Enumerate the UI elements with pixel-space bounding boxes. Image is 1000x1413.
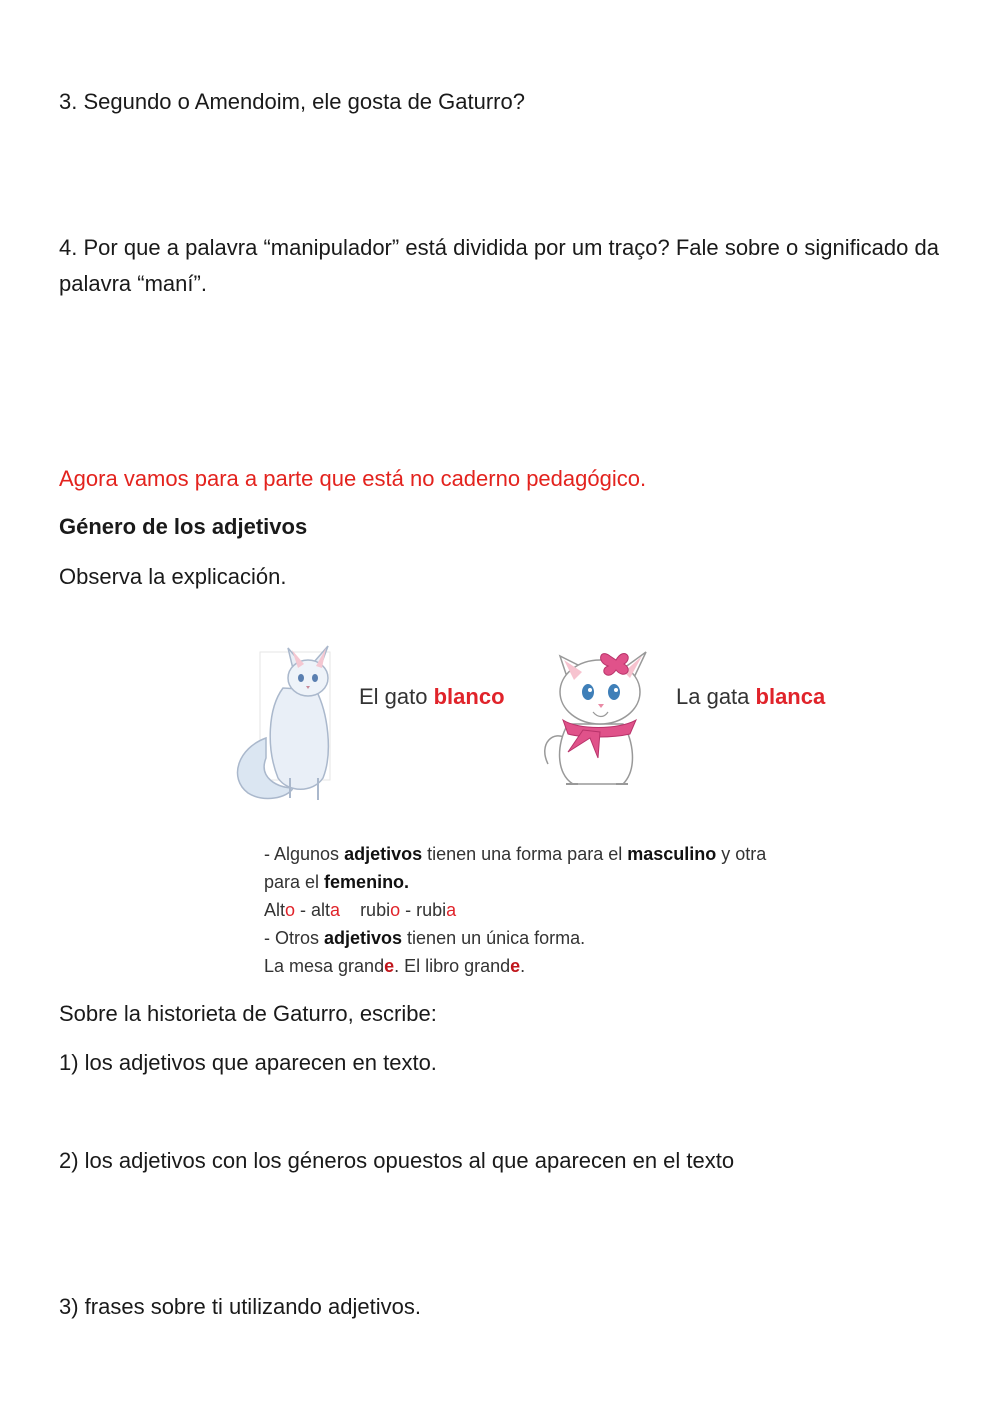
notice-text: Agora vamos para a parte que está no caderno pedagógico. xyxy=(59,466,647,491)
caption-female-noun: La gata xyxy=(676,684,756,709)
explanation-examples: Alto - alta rubio - rubia xyxy=(264,900,457,920)
explanation-line-2: para el femenino. xyxy=(264,872,410,892)
section-title: Género de los adjetivos xyxy=(59,514,308,539)
observe-text: Observa la explicación. xyxy=(59,564,287,589)
explanation-line-5: La mesa grande. El libro grande. xyxy=(264,956,526,976)
task-intro: Sobre la historieta de Gaturro, escribe: xyxy=(59,1001,437,1026)
task-1: 1) los adjetivos que aparecen en texto. xyxy=(59,1050,437,1075)
explanation-text xyxy=(264,840,766,980)
white-cat-illustration xyxy=(228,628,343,808)
explanation-figure xyxy=(228,628,868,988)
explanation-line-1: - Algunos adjetivos tienen una forma para el masculino y otra xyxy=(264,844,767,864)
caption-male-adjective: blanco xyxy=(433,684,505,709)
explanation-line-4: - Otros adjetivos tienen un única forma. xyxy=(264,928,586,948)
task-3: 3) frases sobre ti utilizando adjetivos. xyxy=(59,1294,421,1319)
marie-cat-illustration xyxy=(538,634,663,794)
question-3: 3. Segundo o Amendoim, ele gosta de Gaturro? xyxy=(59,89,525,114)
caption-male xyxy=(359,684,505,710)
question-4: 4. Por que a palavra “manipulador” está dividida por um traço? Fale sobre o significado da palavra “maní”. xyxy=(59,235,939,296)
caption-female-adjective: blanca xyxy=(755,684,826,709)
task-2: 2) los adjetivos con los géneros opuestos al que aparecen en el texto xyxy=(59,1148,735,1173)
caption-male-noun: El gato xyxy=(359,684,434,709)
caption-female xyxy=(676,684,825,710)
